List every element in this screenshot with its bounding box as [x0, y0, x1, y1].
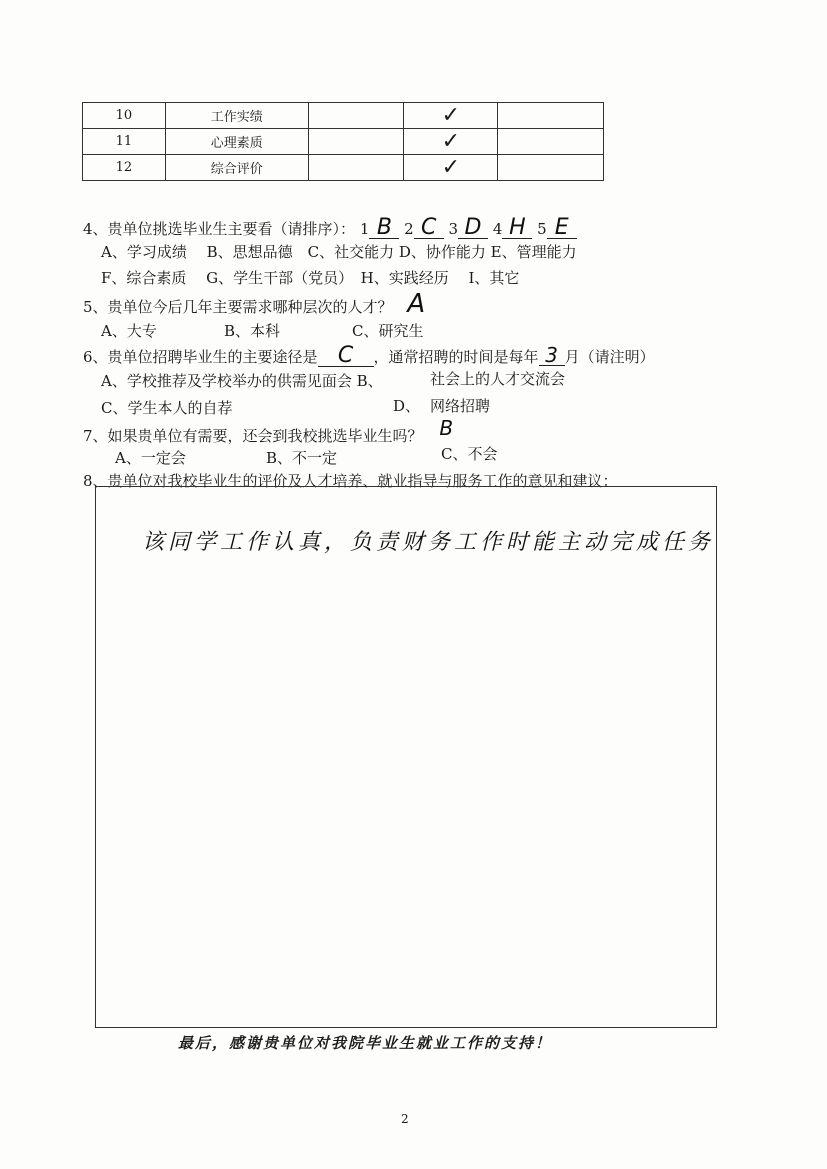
- check-mark: ✓: [404, 103, 498, 129]
- rank-4-answer[interactable]: H: [502, 218, 532, 239]
- row-number: 11: [83, 129, 166, 155]
- recruit-month[interactable]: 3: [539, 345, 565, 366]
- comments-answer: 该同学工作认真，负责财务工作时能主动完成任务: [142, 530, 715, 555]
- q5-option-a: A、大专: [101, 322, 157, 340]
- row-item: 综合评价: [165, 155, 308, 181]
- question-5-answer[interactable]: A: [407, 289, 426, 319]
- evaluation-table: [82, 102, 604, 181]
- question-4: [83, 215, 577, 240]
- rank-3-answer[interactable]: D: [458, 218, 488, 239]
- row-number: 10: [83, 103, 166, 129]
- table-row: [83, 155, 604, 181]
- rank-1-answer[interactable]: B: [369, 218, 399, 239]
- question-7: [83, 416, 454, 446]
- check-mark: ✓: [404, 129, 498, 155]
- rank-5: 5 E: [537, 220, 577, 238]
- question-6-suffix: 月（请注明）: [564, 348, 655, 366]
- question-6-answer[interactable]: C: [318, 346, 374, 367]
- table-row: [83, 129, 604, 155]
- question-4-options-1: A、学习成绩 B、思想品德 C、社交能力 D、协作能力 E、管理能力: [101, 243, 577, 261]
- q6-option-c: C、学生本人的自荐: [101, 399, 233, 417]
- check-mark: ✓: [404, 155, 498, 181]
- q7-option-c: C、不会: [441, 445, 498, 463]
- q7-option-b: B、不一定: [266, 449, 338, 467]
- q5-option-b: B、本科: [224, 322, 281, 340]
- question-5: [83, 289, 426, 319]
- page-number: 2: [401, 1112, 409, 1126]
- q6-option-d-letter: D、: [393, 397, 421, 415]
- table-row: [83, 103, 604, 129]
- rank-2-answer[interactable]: C: [414, 218, 444, 239]
- question-6-middle: ，通常招聘的时间是每年: [373, 348, 539, 366]
- question-6: [83, 345, 655, 367]
- rank-3: 3 D: [448, 220, 488, 238]
- question-7-text: 7、如果贵单位有需要，还会到我校挑选毕业生吗？: [83, 427, 423, 445]
- question-6-prefix: 6、贵单位招聘毕业生的主要途径是: [83, 348, 318, 366]
- question-7-answer[interactable]: B: [439, 416, 454, 440]
- question-4-text: 4、贵单位挑选毕业生主要看（请排序）：: [83, 220, 356, 238]
- question-5-text: 5、贵单位今后几年主要需求哪种层次的人才？: [83, 298, 393, 316]
- q6-option-a: A、学校推荐及学校举办的供需见面会 B、: [101, 372, 383, 390]
- row-number: 12: [83, 155, 166, 181]
- q5-option-c: C、研究生: [352, 322, 424, 340]
- question-8-text: 8、贵单位对我校毕业生的评价及人才培养、就业指导与服务工作的意见和建议：: [83, 472, 618, 490]
- thanks-text: 最后，感谢贵单位对我院毕业生就业工作的支持！: [178, 1034, 553, 1052]
- rank-1: 1 B: [360, 220, 400, 238]
- q6-option-b: 社会上的人才交流会: [430, 370, 566, 388]
- rank-4: 4 H: [493, 220, 533, 238]
- q7-option-a: A、一定会: [115, 449, 186, 467]
- q6-option-d: 网络招聘: [430, 397, 491, 415]
- rank-2: 2 C: [404, 220, 444, 238]
- comments-box[interactable]: [95, 486, 717, 1028]
- row-item: 工作实绩: [165, 103, 308, 129]
- row-item: 心理素质: [165, 129, 308, 155]
- rank-5-answer[interactable]: E: [547, 218, 577, 239]
- question-4-options-2: F、综合素质 G、学生干部（党员） H、实践经历 I、其它: [101, 269, 520, 287]
